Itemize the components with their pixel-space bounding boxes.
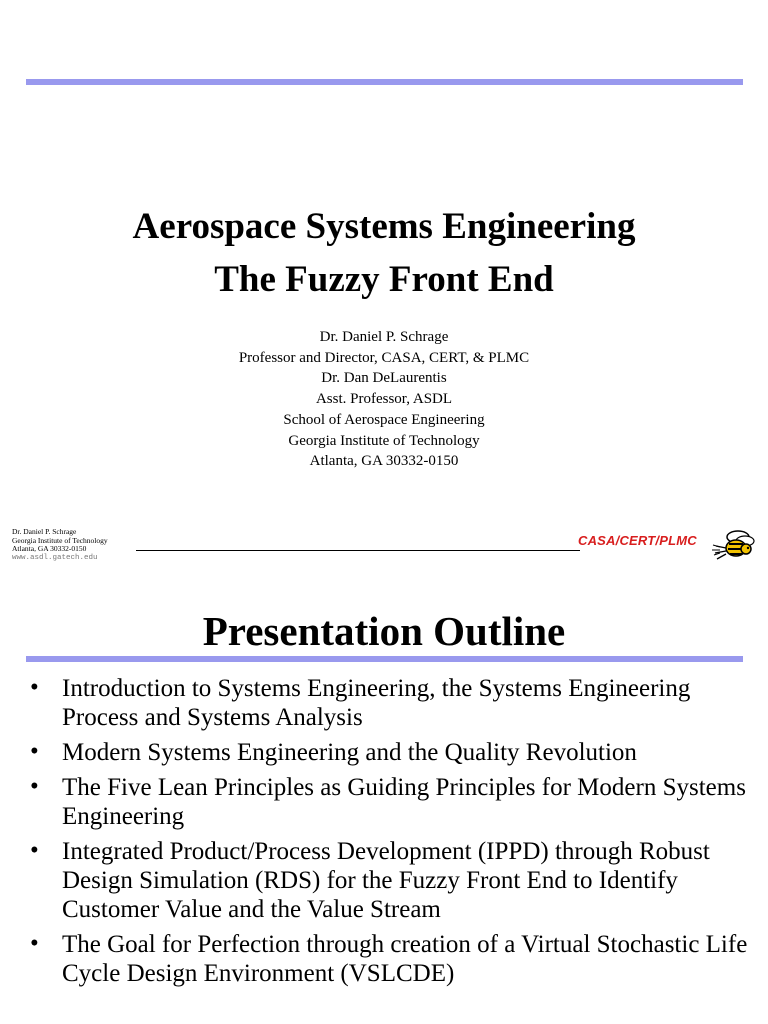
list-item [30, 930, 750, 988]
author-line: Georgia Institute of Technology [288, 432, 480, 449]
casa-logo-text: CASA/CERT/PLMC [578, 533, 697, 548]
slide-title: Presentation Outline [202, 608, 566, 654]
list-item [30, 674, 750, 732]
bullet-icon: • [30, 773, 39, 800]
top-rule [26, 79, 743, 85]
author-line: Professor and Director, CASA, CERT, & PLMC [238, 349, 530, 366]
bullet-text: The Goal for Perfection through creation of a Virtual Stochastic Life Cycle Design Environment (VSLCDE) [62, 931, 748, 987]
footer-address: Atlanta, GA 30332-0150 [12, 544, 87, 554]
yellow-jacket-logo-icon [708, 528, 756, 564]
author-line: School of Aerospace Engineering [283, 411, 485, 428]
bullet-icon: • [30, 930, 39, 957]
list-item [30, 738, 750, 767]
bullet-icon: • [30, 738, 39, 765]
slide-title [0, 200, 768, 306]
outline-slide [0, 576, 768, 1024]
bullet-text: The Five Lean Principles as Guiding Principles for Modern Systems Engineering [62, 774, 746, 830]
bullet-icon: • [30, 674, 39, 701]
title-rule [26, 656, 743, 662]
footer-website: www.asdl.gatech.edu [12, 553, 98, 562]
footer-institution: Georgia Institute of Technology [12, 535, 108, 545]
bullet-text: Integrated Product/Process Development (IPPD) through Robust Design Simulation (RDS) for the Fuzzy Front End to Identify Customer Value and the Value Stream [62, 838, 710, 923]
title-line: Aerospace Systems Engineering [132, 206, 636, 247]
bullet-icon: • [30, 837, 39, 864]
author-line: Asst. Professor, ASDL [315, 391, 453, 408]
bullet-text: Modern Systems Engineering and the Quality Revolution [62, 739, 637, 766]
author-line: Atlanta, GA 30332-0150 [309, 453, 459, 470]
subtitle-line: The Fuzzy Front End [214, 259, 554, 300]
author-line: Dr. Daniel P. Schrage [319, 329, 449, 345]
footer-rule [136, 550, 580, 551]
list-item [30, 837, 750, 924]
author-block [0, 327, 768, 472]
bullet-text: Introduction to Systems Engineering, the Systems Engineering Process and Systems Analysis [62, 675, 691, 731]
footer-info [12, 528, 108, 562]
outline-list [30, 674, 750, 994]
list-item [30, 773, 750, 831]
footer-name: Dr. Daniel P. Schrage [12, 527, 77, 536]
author-line: Dr. Dan DeLaurentis [321, 370, 447, 387]
